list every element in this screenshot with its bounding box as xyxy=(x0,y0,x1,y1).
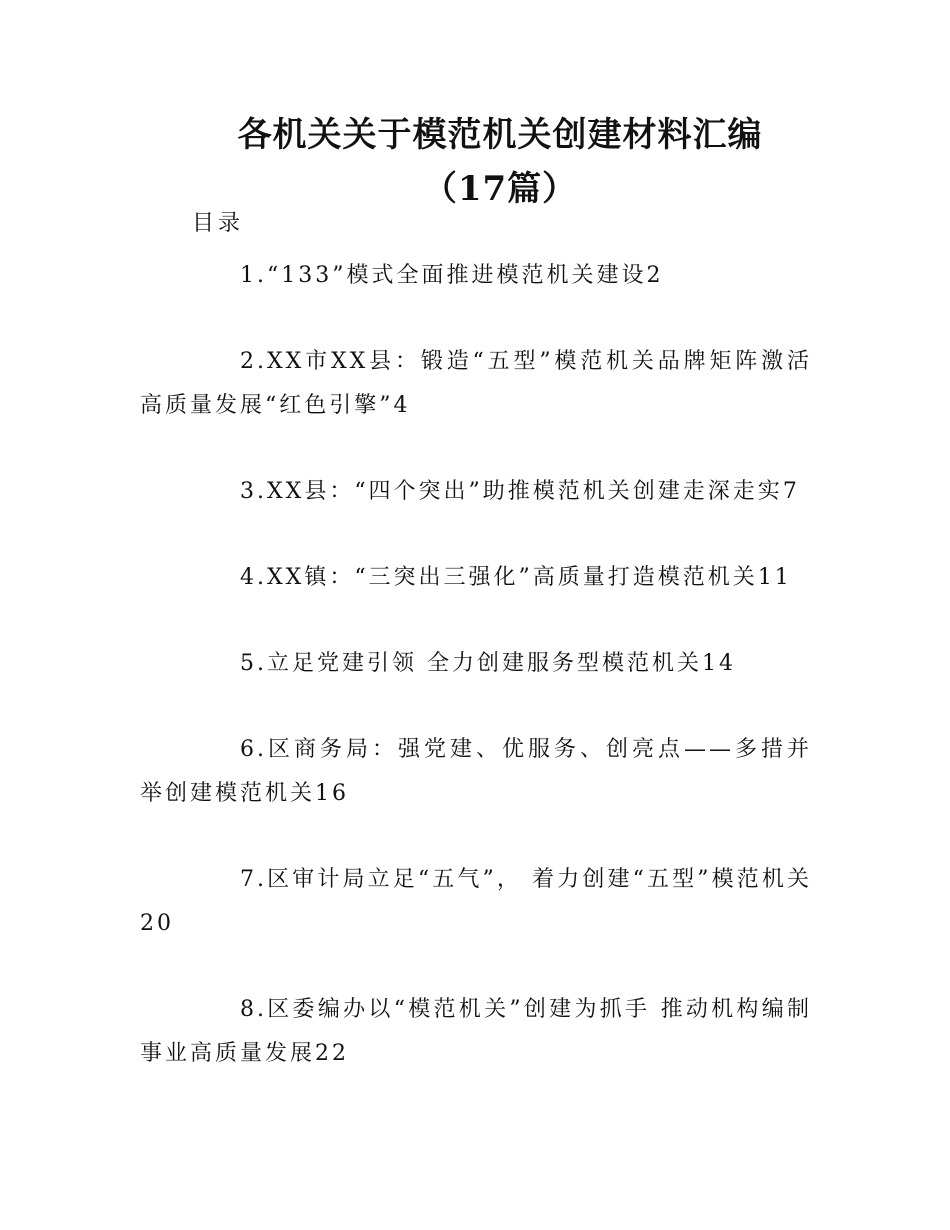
toc-heading: 目录 xyxy=(192,211,245,236)
toc-entry[interactable] xyxy=(140,728,812,816)
toc-entry-page: 22 xyxy=(315,1041,350,1066)
toc-entry-page: 16 xyxy=(315,781,350,806)
toc-entry[interactable] xyxy=(140,556,812,600)
toc-entry-text: 3.XX县：“四个突出”助推模范机关创建走深走实 xyxy=(240,479,783,504)
toc-entry-text: 7.区审计局立足“五气”， 着力创建“五型”模范机关 xyxy=(240,867,812,892)
toc-entry-page: 4 xyxy=(393,393,411,418)
toc-entry-text: 1.“133”模式全面推进模范机关建设 xyxy=(240,263,647,288)
table-of-contents xyxy=(140,254,812,1118)
toc-entry-text: 8.区委编办以“模范机关”创建为抓手 推动机构编制事业高质量发展 xyxy=(140,997,812,1066)
toc-entry[interactable] xyxy=(140,642,812,686)
toc-entry-text: 6.区商务局：强党建、优服务、创亮点——多措并举创建模范机关 xyxy=(140,737,812,806)
toc-entry-page: 2 xyxy=(646,263,664,288)
toc-entry-page: 20 xyxy=(140,911,174,936)
toc-entry[interactable] xyxy=(140,340,812,428)
document-title: 各机关关于模范机关创建材料汇编（17篇） xyxy=(237,115,763,209)
toc-entry[interactable] xyxy=(140,858,812,946)
toc-entry[interactable] xyxy=(140,470,812,514)
toc-entry-page: 14 xyxy=(702,651,736,676)
toc-entry-text: 5.立足党建引领 全力创建服务型模范机关 xyxy=(240,651,702,676)
toc-entry-page: 11 xyxy=(757,565,792,590)
toc-entry[interactable] xyxy=(140,254,812,298)
toc-entry-page: 7 xyxy=(782,479,800,504)
toc-entry-text: 2.XX市XX县：锻造“五型”模范机关品牌矩阵激活高质量发展“红色引擎” xyxy=(140,349,812,418)
toc-entry[interactable] xyxy=(140,988,812,1076)
toc-entry-text: 4.XX镇：“三突出三强化”高质量打造模范机关 xyxy=(240,565,758,590)
